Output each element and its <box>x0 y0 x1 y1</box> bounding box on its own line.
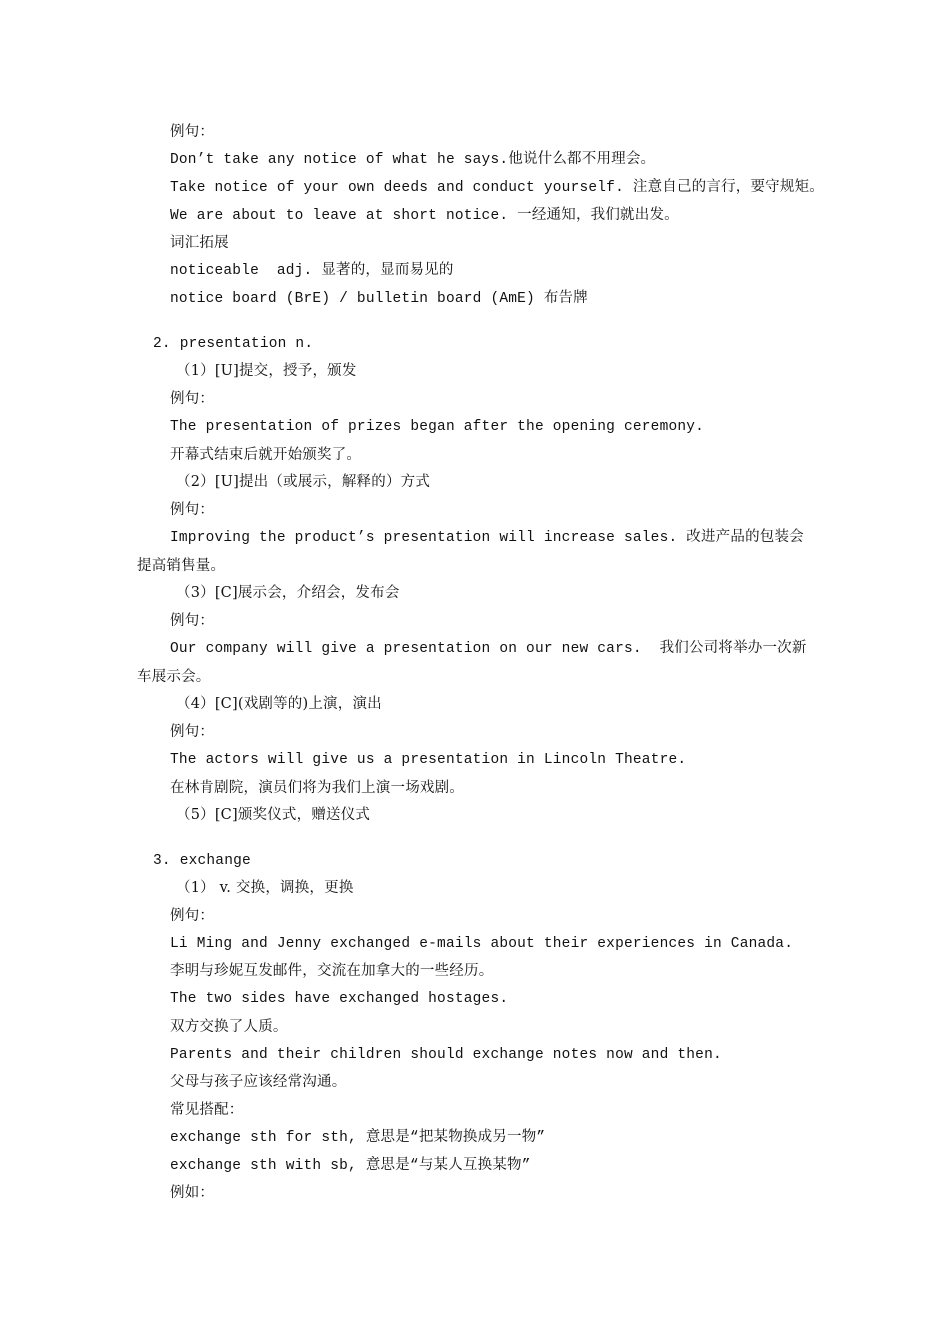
example-sentence: Our company will give a presentation on our new cars. 我们公司将举办一次新 <box>170 641 807 657</box>
sense-item: （1）[U]提交，授予，颁发 <box>176 363 357 379</box>
example-translation: 在林肯剧院，演员们将为我们上演一场戏剧。 <box>170 780 464 796</box>
example-sentence: Parents and their children should exchange notes now and then. <box>170 1047 722 1063</box>
sense-item: （1） v. 交换，调换，更换 <box>176 880 354 896</box>
example-translation: 开幕式结束后就开始颁奖了。 <box>170 447 362 463</box>
example-sentence-continued: 提高销售量。 <box>137 558 226 574</box>
example-sentence: The presentation of prizes began after the opening ceremony. <box>170 419 705 435</box>
vocab-label: 词汇拓展 <box>170 235 229 251</box>
example-translation: 李明与珍妮互发邮件，交流在加拿大的一些经历。 <box>170 963 494 979</box>
sense-item: （4）[C](戏剧等的)上演，演出 <box>176 696 382 712</box>
example-sentence: The two sides have exchanged hostages. <box>170 991 509 1007</box>
example-translation: 双方交换了人质。 <box>170 1019 288 1035</box>
example-label: 例句： <box>170 613 215 629</box>
example-sentence: We are about to leave at short notice. 一经通知，我们就出发。 <box>170 208 679 224</box>
example-sentence: Don’t take any notice of what he says.他说什么都不用理会。 <box>170 152 656 168</box>
collocation-item: exchange sth with sb, 意思是“与某人互换某物” <box>170 1158 531 1174</box>
example-sentence: Improving the product’s presentation will increase sales. 改进产品的包装会 <box>170 530 804 546</box>
example-label: 例句： <box>170 502 215 518</box>
example-sentence: Li Ming and Jenny exchanged e-mails about their experiences in Canada. <box>170 936 794 952</box>
sense-item: （5）[C]颁奖仪式，赠送仪式 <box>176 807 371 823</box>
example-label: 例句： <box>170 724 215 740</box>
example-label: 例句： <box>170 908 215 924</box>
section-heading-exchange: 3. exchange <box>153 853 251 869</box>
example-sentence: The actors will give us a presentation in Lincoln Theatre. <box>170 752 687 768</box>
example-sentence: Take notice of your own deeds and conduct yourself. 注意自己的言行，要守规矩。 <box>170 180 824 196</box>
example-label: 例如： <box>170 1185 215 1201</box>
sense-item: （2）[U]提出（或展示，解释的）方式 <box>176 474 431 490</box>
collocation-item: exchange sth for sth, 意思是“把某物换成另一物” <box>170 1130 546 1146</box>
section-heading-presentation: 2. presentation n. <box>153 336 314 352</box>
example-translation: 父母与孩子应该经常沟通。 <box>170 1074 347 1090</box>
example-label: 例句： <box>170 124 215 140</box>
vocab-item: notice board (BrE) / bulletin board (AmE) 布告牌 <box>170 291 588 307</box>
example-label: 例句： <box>170 391 215 407</box>
sense-item: （3）[C]展示会，介绍会，发布会 <box>176 585 400 601</box>
example-sentence-continued: 车展示会。 <box>137 669 211 685</box>
collocation-label: 常见搭配： <box>170 1102 244 1118</box>
vocab-item: noticeable adj. 显著的，显而易见的 <box>170 263 454 279</box>
